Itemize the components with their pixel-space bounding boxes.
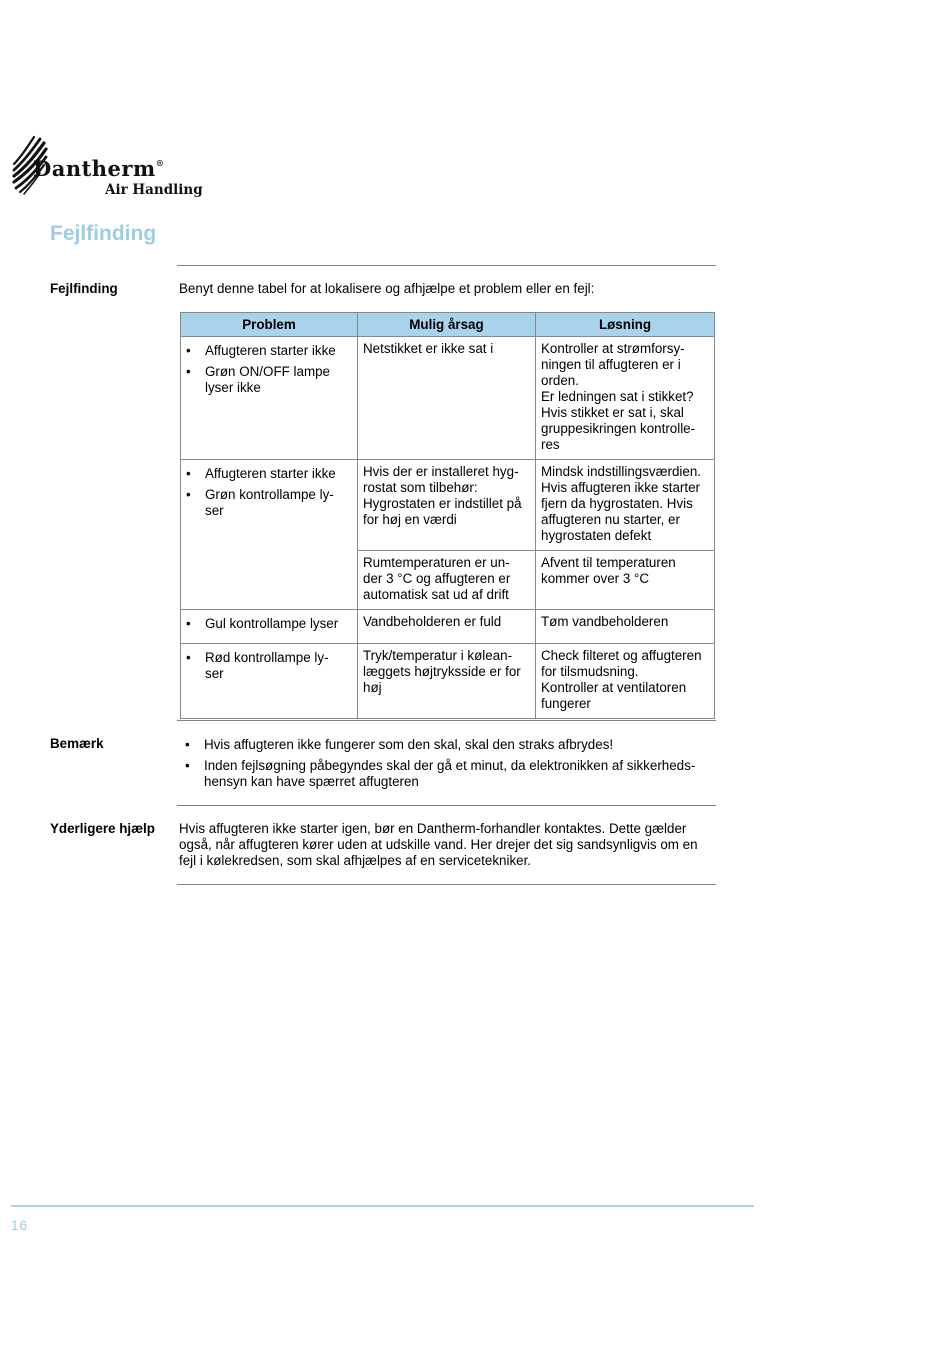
problem-item: • Grøn ON/OFF lampe lyser ikke: [186, 364, 351, 396]
solution-cell: Tøm vandbeholderen: [536, 610, 715, 644]
help-text: Hvis affugteren ikke starter igen, bør en Dantherm-forhandler kontaktes. Dette gælder også, når affugteren kører uden at udskille vand. Her drejer det sig sandsynligvis om en fejl i kølekredsen, som skal afhjælpes af en servicetekniker.: [179, 821, 698, 868]
note-list: [185, 736, 720, 790]
divider: [177, 884, 716, 885]
divider: [177, 265, 716, 266]
note-item: • Inden fejlsøgning påbegyndes skal der gå et minut, da elektronikken af sikkerheds- hensyn kan have spærret affugteren: [185, 758, 720, 790]
column-header-problem: Problem: [181, 313, 358, 337]
divider: [177, 805, 716, 806]
solution-cell: Mindsk indstillingsværdien. Hvis affugteren ikke starter fjern da hygrostaten. Hvis affugteren nu starter, er hygrostaten defekt: [536, 460, 715, 551]
solution-cell: Afvent til temperaturen kommer over 3 °C: [536, 551, 715, 610]
section-label-bemaerk: Bemærk: [50, 736, 104, 751]
section-label-fejlfinding: Fejlfinding: [50, 281, 118, 296]
footer-line: [11, 1205, 754, 1207]
problem-item: • Gul kontrollampe lyser: [186, 616, 351, 632]
table-row: [181, 460, 715, 551]
problem-item: • Affugteren starter ikke: [186, 343, 351, 359]
logo-brand-name: Dantherm®: [33, 156, 165, 181]
note-item: • Hvis affugteren ikke fungerer som den skal, skal den straks afbrydes!: [185, 737, 720, 753]
cause-cell: Hvis der er installeret hyg- rostat som tilbehør: Hygrostaten er indstillet på for høj en værdi: [358, 460, 536, 551]
problem-cell: [181, 460, 358, 610]
intro-text: Benyt denne tabel for at lokalisere og afhjælpe et problem eller en fejl:: [179, 281, 595, 296]
table-row: [181, 644, 715, 719]
page-title: Fejlfinding: [50, 222, 157, 245]
cause-cell: Netstikket er ikke sat i: [358, 337, 536, 460]
divider: [177, 720, 716, 721]
solution-cell: Kontroller at strømforsy- ningen til affugteren er i orden. Er ledningen sat i stikket? Hvis stikket er sat i, skal gruppesikringen kontrolle- res: [536, 337, 715, 460]
logo-tagline: Air Handling: [105, 182, 203, 198]
problem-item: • Grøn kontrollampe ly- ser: [186, 487, 351, 519]
problem-cell: [181, 644, 358, 719]
page-number: 16: [11, 1218, 28, 1233]
table-row: [181, 610, 715, 644]
problem-cell: [181, 337, 358, 460]
troubleshooting-table: [180, 312, 715, 719]
problem-cell: [181, 610, 358, 644]
problem-item: • Affugteren starter ikke: [186, 466, 351, 482]
table-header-row: [181, 313, 715, 337]
logo-registered-mark: ®: [155, 158, 165, 168]
cause-cell: Tryk/temperatur i kølean- læggets højtryksside er for høj: [358, 644, 536, 719]
cause-cell: Vandbeholderen er fuld: [358, 610, 536, 644]
table-row: [181, 337, 715, 460]
section-label-yderligere-hjaelp: Yderligere hjælp: [50, 821, 155, 836]
cause-cell: Rumtemperaturen er un- der 3 °C og affugteren er automatisk sat ud af drift: [358, 551, 536, 610]
problem-item: • Rød kontrollampe ly- ser: [186, 650, 351, 682]
column-header-cause: Mulig årsag: [358, 313, 536, 337]
solution-cell: Check filteret og affugteren for tilsmudsning. Kontroller at ventilatoren fungerer: [536, 644, 715, 719]
column-header-solution: Løsning: [536, 313, 715, 337]
